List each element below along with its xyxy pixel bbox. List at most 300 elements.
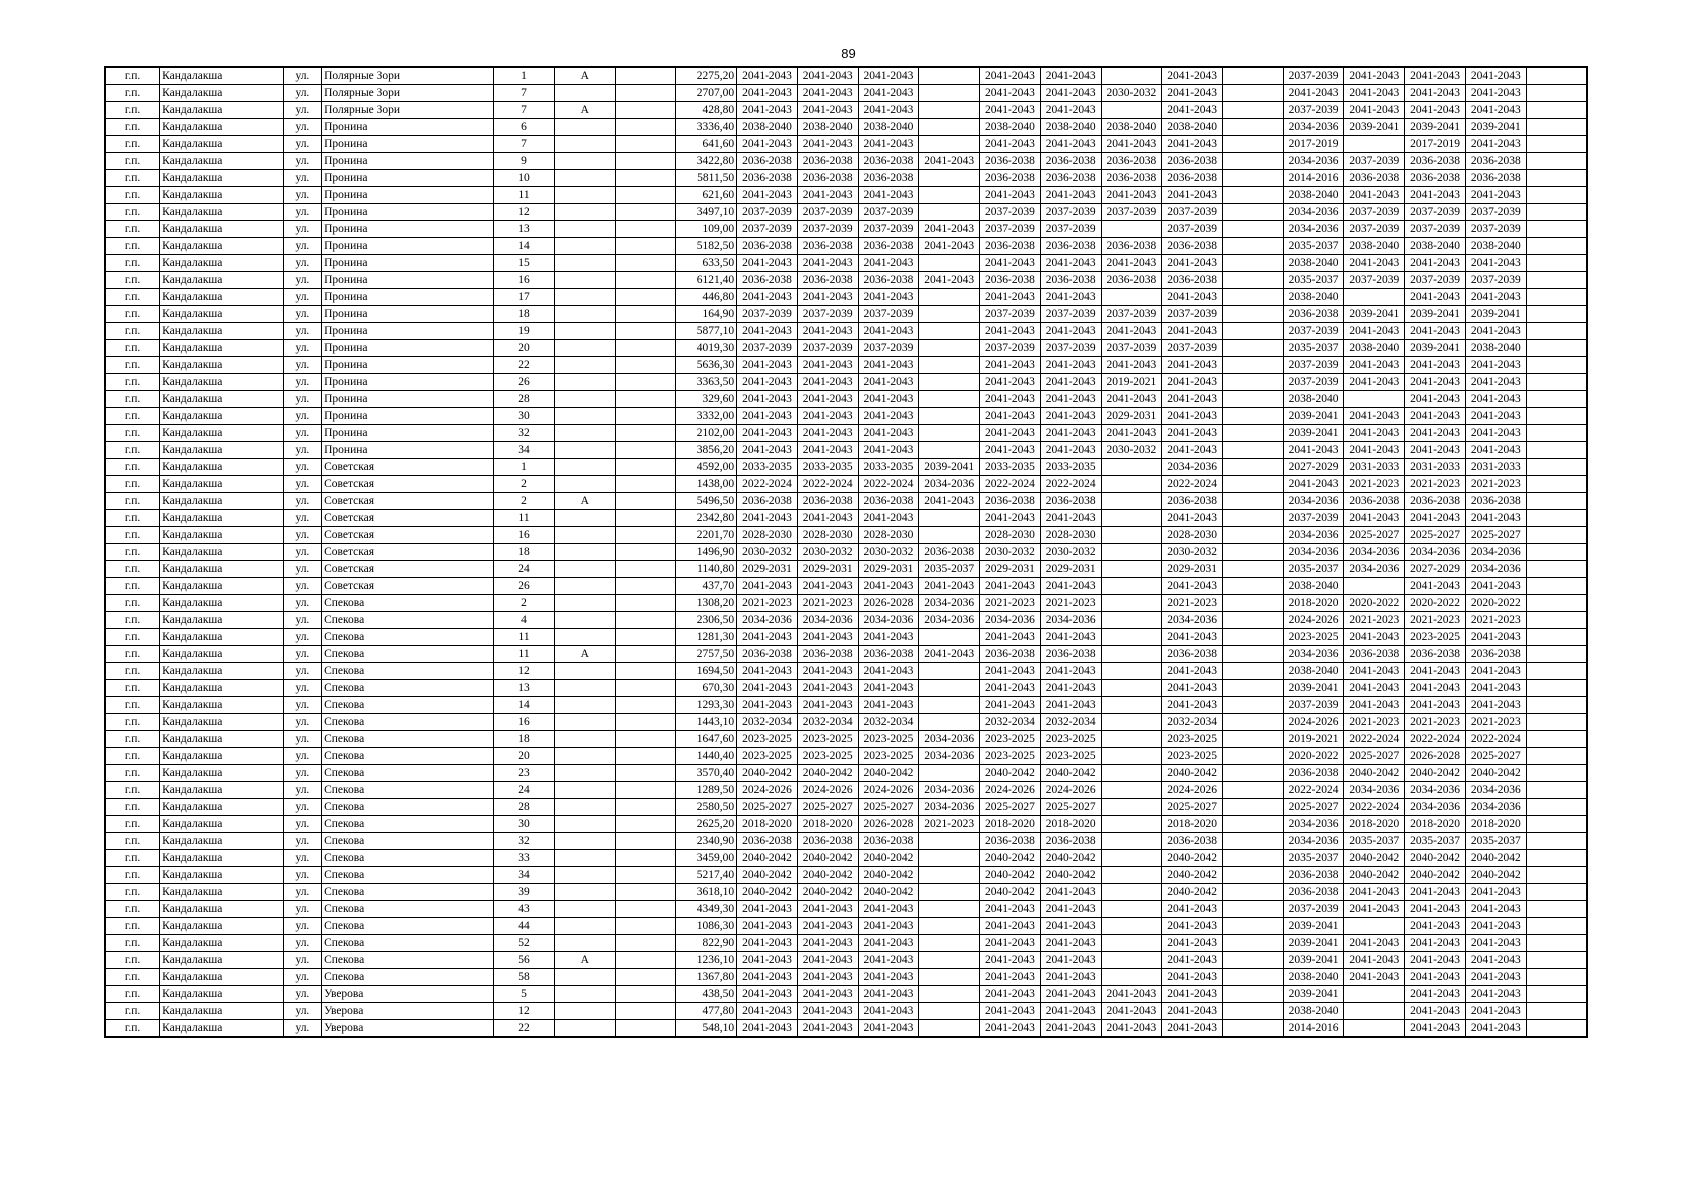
period-cell [1223, 510, 1284, 527]
period-cell: 2040-2042 [858, 850, 919, 867]
period-cell: 2036-2038 [797, 238, 858, 255]
street-name-cell: Пронина [322, 187, 494, 204]
period-cell: 2041-2043 [1283, 476, 1344, 493]
period-cell: 2039-2041 [1283, 680, 1344, 697]
period-cell: 2041-2043 [1465, 67, 1526, 85]
period-cell: 2041-2043 [1040, 323, 1101, 340]
period-cell: 2041-2043 [1344, 629, 1405, 646]
period-cell: 2041-2043 [858, 374, 919, 391]
period-cell [1101, 289, 1162, 306]
period-cell: 2036-2038 [1162, 272, 1223, 289]
street-name-cell: Пронина [322, 255, 494, 272]
street-name-cell: Полярные Зори [322, 102, 494, 119]
period-cell: 2020-2022 [1283, 748, 1344, 765]
period-cell: 2041-2043 [797, 986, 858, 1003]
period-cell [1223, 187, 1284, 204]
period-cell [919, 255, 980, 272]
period-cell: 2041-2043 [1405, 67, 1466, 85]
area-cell: 4592,00 [676, 459, 737, 476]
period-cell: 2041-2043 [1465, 918, 1526, 935]
period-cell: 2041-2043 [980, 289, 1041, 306]
period-cell: 2041-2043 [797, 357, 858, 374]
table-row [105, 748, 1587, 765]
period-cell [1526, 1003, 1587, 1020]
street-type-cell: ул. [283, 102, 321, 119]
settlement-type-cell: г.п. [105, 1020, 160, 1038]
period-cell [1526, 646, 1587, 663]
building-letter-cell [554, 595, 615, 612]
building-letter-cell [554, 935, 615, 952]
street-name-cell: Полярные Зори [322, 85, 494, 102]
period-cell: 2037-2039 [1344, 272, 1405, 289]
period-cell: 2041-2043 [1465, 510, 1526, 527]
period-cell [1344, 391, 1405, 408]
house-number-cell: 13 [494, 680, 555, 697]
settlement-type-cell: г.п. [105, 986, 160, 1003]
settlement-cell: Кандалакша [160, 306, 284, 323]
period-cell: 2041-2043 [737, 136, 798, 153]
period-cell: 2041-2043 [1162, 102, 1223, 119]
period-cell [1526, 527, 1587, 544]
period-cell: 2034-2036 [1465, 544, 1526, 561]
period-cell: 2021-2023 [1344, 612, 1405, 629]
period-cell: 2017-2019 [1283, 136, 1344, 153]
extra-cell [615, 782, 676, 799]
period-cell: 2041-2043 [1162, 323, 1223, 340]
period-cell: 2041-2043 [737, 1020, 798, 1038]
area-cell: 2342,80 [676, 510, 737, 527]
period-cell [1223, 816, 1284, 833]
period-cell: 2036-2038 [858, 272, 919, 289]
period-cell [1526, 612, 1587, 629]
housing-schedule-table [104, 66, 1588, 1038]
house-number-cell: 14 [494, 697, 555, 714]
period-cell [1101, 476, 1162, 493]
house-number-cell: 13 [494, 221, 555, 238]
street-type-cell: ул. [283, 578, 321, 595]
settlement-cell: Кандалакша [160, 782, 284, 799]
extra-cell [615, 221, 676, 238]
extra-cell [615, 136, 676, 153]
period-cell [1101, 884, 1162, 901]
building-letter-cell [554, 918, 615, 935]
settlement-type-cell: г.п. [105, 272, 160, 289]
extra-cell [615, 578, 676, 595]
street-name-cell: Советская [322, 527, 494, 544]
period-cell: 2022-2024 [1162, 476, 1223, 493]
settlement-cell: Кандалакша [160, 187, 284, 204]
period-cell: 2041-2043 [858, 136, 919, 153]
period-cell: 2037-2039 [1283, 510, 1344, 527]
period-cell: 2026-2028 [858, 595, 919, 612]
period-cell: 2041-2043 [919, 153, 980, 170]
house-number-cell: 16 [494, 527, 555, 544]
period-cell: 2036-2038 [1040, 153, 1101, 170]
period-cell: 2041-2043 [858, 918, 919, 935]
period-cell: 2041-2043 [1040, 136, 1101, 153]
period-cell: 2037-2039 [980, 204, 1041, 221]
street-name-cell: Спекова [322, 731, 494, 748]
period-cell: 2041-2043 [1162, 289, 1223, 306]
settlement-type-cell: г.п. [105, 306, 160, 323]
street-name-cell: Пронина [322, 306, 494, 323]
period-cell: 2041-2043 [858, 102, 919, 119]
period-cell [1223, 714, 1284, 731]
period-cell: 2018-2020 [797, 816, 858, 833]
house-number-cell: 32 [494, 833, 555, 850]
period-cell: 2024-2026 [980, 782, 1041, 799]
area-cell: 109,00 [676, 221, 737, 238]
period-cell: 2033-2035 [980, 459, 1041, 476]
area-cell: 438,50 [676, 986, 737, 1003]
settlement-type-cell: г.п. [105, 969, 160, 986]
period-cell: 2028-2030 [980, 527, 1041, 544]
period-cell: 2041-2043 [1162, 357, 1223, 374]
period-cell [919, 340, 980, 357]
period-cell: 2041-2043 [1405, 102, 1466, 119]
period-cell [1223, 612, 1284, 629]
period-cell: 2032-2034 [858, 714, 919, 731]
street-type-cell: ул. [283, 374, 321, 391]
period-cell: 2041-2043 [797, 425, 858, 442]
period-cell [919, 357, 980, 374]
house-number-cell: 1 [494, 459, 555, 476]
period-cell [919, 102, 980, 119]
period-cell: 2041-2043 [1344, 374, 1405, 391]
extra-cell [615, 85, 676, 102]
table-row [105, 782, 1587, 799]
street-name-cell: Пронина [322, 323, 494, 340]
period-cell: 2034-2036 [1405, 799, 1466, 816]
period-cell: 2025-2027 [1465, 527, 1526, 544]
building-letter-cell [554, 901, 615, 918]
period-cell: 2041-2043 [1344, 680, 1405, 697]
period-cell: 2041-2043 [737, 67, 798, 85]
extra-cell [615, 714, 676, 731]
period-cell: 2020-2022 [1465, 595, 1526, 612]
building-letter-cell [554, 561, 615, 578]
period-cell: 2025-2027 [858, 799, 919, 816]
period-cell [1526, 799, 1587, 816]
settlement-type-cell: г.п. [105, 153, 160, 170]
period-cell: 2036-2038 [797, 833, 858, 850]
period-cell: 2038-2040 [1344, 340, 1405, 357]
area-cell: 2340,90 [676, 833, 737, 850]
settlement-cell: Кандалакша [160, 425, 284, 442]
table-row [105, 391, 1587, 408]
period-cell [919, 289, 980, 306]
period-cell: 2041-2043 [1162, 67, 1223, 85]
period-cell: 2041-2043 [1040, 697, 1101, 714]
area-cell: 1440,40 [676, 748, 737, 765]
period-cell: 2036-2038 [797, 646, 858, 663]
area-cell: 633,50 [676, 255, 737, 272]
period-cell: 2041-2043 [1162, 901, 1223, 918]
period-cell: 2036-2038 [1040, 833, 1101, 850]
period-cell: 2037-2039 [858, 306, 919, 323]
house-number-cell: 18 [494, 731, 555, 748]
period-cell: 2028-2030 [1162, 527, 1223, 544]
settlement-cell: Кандалакша [160, 816, 284, 833]
period-cell: 2041-2043 [797, 391, 858, 408]
settlement-type-cell: г.п. [105, 918, 160, 935]
period-cell [1223, 67, 1284, 85]
area-cell: 5877,10 [676, 323, 737, 340]
settlement-cell: Кандалакша [160, 833, 284, 850]
period-cell: 2041-2043 [980, 918, 1041, 935]
house-number-cell: 18 [494, 544, 555, 561]
period-cell: 2041-2043 [1465, 969, 1526, 986]
period-cell: 2021-2023 [1405, 612, 1466, 629]
street-type-cell: ул. [283, 663, 321, 680]
period-cell: 2034-2036 [980, 612, 1041, 629]
street-name-cell: Спекова [322, 697, 494, 714]
period-cell [1526, 136, 1587, 153]
house-number-cell: 28 [494, 799, 555, 816]
period-cell: 2041-2043 [980, 102, 1041, 119]
area-cell: 2580,50 [676, 799, 737, 816]
house-number-cell: 11 [494, 646, 555, 663]
area-cell: 4349,30 [676, 901, 737, 918]
period-cell: 2041-2043 [1405, 510, 1466, 527]
period-cell: 2041-2043 [1101, 986, 1162, 1003]
period-cell: 2036-2038 [737, 272, 798, 289]
house-number-cell: 11 [494, 629, 555, 646]
table-row [105, 425, 1587, 442]
period-cell: 2041-2043 [737, 680, 798, 697]
period-cell [1526, 85, 1587, 102]
period-cell [1223, 884, 1284, 901]
period-cell [1101, 612, 1162, 629]
period-cell: 2041-2043 [1405, 901, 1466, 918]
period-cell: 2037-2039 [1405, 272, 1466, 289]
settlement-type-cell: г.п. [105, 459, 160, 476]
period-cell: 2021-2023 [1344, 714, 1405, 731]
house-number-cell: 18 [494, 306, 555, 323]
period-cell: 2038-2040 [1283, 289, 1344, 306]
street-type-cell: ул. [283, 323, 321, 340]
period-cell: 2040-2042 [1040, 850, 1101, 867]
settlement-cell: Кандалакша [160, 238, 284, 255]
period-cell: 2041-2043 [1162, 187, 1223, 204]
period-cell: 2023-2025 [797, 731, 858, 748]
period-cell: 2041-2043 [737, 697, 798, 714]
house-number-cell: 44 [494, 918, 555, 935]
period-cell: 2041-2043 [1162, 255, 1223, 272]
extra-cell [615, 408, 676, 425]
period-cell: 2023-2025 [980, 748, 1041, 765]
period-cell: 2017-2019 [1405, 136, 1466, 153]
settlement-type-cell: г.п. [105, 646, 160, 663]
area-cell: 3497,10 [676, 204, 737, 221]
extra-cell [615, 102, 676, 119]
period-cell [1526, 493, 1587, 510]
period-cell [919, 697, 980, 714]
period-cell: 2039-2041 [1283, 918, 1344, 935]
period-cell: 2026-2028 [1405, 748, 1466, 765]
period-cell [1223, 748, 1284, 765]
period-cell: 2036-2038 [1040, 272, 1101, 289]
period-cell [1223, 867, 1284, 884]
period-cell: 2041-2043 [737, 357, 798, 374]
period-cell: 2037-2039 [797, 340, 858, 357]
period-cell: 2021-2023 [797, 595, 858, 612]
street-type-cell: ул. [283, 238, 321, 255]
house-number-cell: 15 [494, 255, 555, 272]
settlement-cell: Кандалакша [160, 884, 284, 901]
street-name-cell: Спекова [322, 816, 494, 833]
area-cell: 641,60 [676, 136, 737, 153]
building-letter-cell [554, 578, 615, 595]
settlement-type-cell: г.п. [105, 867, 160, 884]
house-number-cell: 20 [494, 340, 555, 357]
period-cell [1344, 289, 1405, 306]
page-number: 89 [841, 46, 856, 61]
street-name-cell: Пронина [322, 153, 494, 170]
period-cell: 2039-2041 [1465, 119, 1526, 136]
period-cell: 2041-2043 [1344, 510, 1405, 527]
table-row [105, 510, 1587, 527]
period-cell: 2041-2043 [980, 255, 1041, 272]
period-cell: 2041-2043 [1344, 102, 1405, 119]
settlement-type-cell: г.п. [105, 170, 160, 187]
settlement-cell: Кандалакша [160, 391, 284, 408]
house-number-cell: 58 [494, 969, 555, 986]
street-type-cell: ул. [283, 391, 321, 408]
period-cell: 2041-2043 [1465, 357, 1526, 374]
table-row [105, 153, 1587, 170]
period-cell: 2041-2043 [1344, 255, 1405, 272]
area-cell: 5811,50 [676, 170, 737, 187]
table-row [105, 306, 1587, 323]
building-letter-cell [554, 85, 615, 102]
extra-cell [615, 391, 676, 408]
extra-cell [615, 459, 676, 476]
period-cell: 2041-2043 [1405, 697, 1466, 714]
period-cell: 2021-2023 [737, 595, 798, 612]
period-cell: 2038-2040 [1283, 255, 1344, 272]
period-cell: 2024-2026 [858, 782, 919, 799]
area-cell: 3856,20 [676, 442, 737, 459]
period-cell: 2041-2043 [1162, 578, 1223, 595]
extra-cell [615, 697, 676, 714]
settlement-type-cell: г.п. [105, 731, 160, 748]
street-type-cell: ул. [283, 221, 321, 238]
area-cell: 3459,00 [676, 850, 737, 867]
period-cell: 2036-2038 [797, 153, 858, 170]
period-cell: 2034-2036 [1283, 544, 1344, 561]
period-cell: 2041-2043 [1465, 136, 1526, 153]
period-cell [919, 510, 980, 527]
period-cell: 2025-2027 [797, 799, 858, 816]
street-name-cell: Уверова [322, 1003, 494, 1020]
period-cell: 2041-2043 [858, 986, 919, 1003]
house-number-cell: 16 [494, 714, 555, 731]
period-cell: 2036-2038 [1344, 493, 1405, 510]
period-cell: 2038-2040 [1101, 119, 1162, 136]
building-letter-cell [554, 238, 615, 255]
street-type-cell: ул. [283, 680, 321, 697]
house-number-cell: 2 [494, 595, 555, 612]
building-letter-cell [554, 663, 615, 680]
period-cell [1101, 918, 1162, 935]
period-cell: 2021-2023 [919, 816, 980, 833]
area-cell: 6121,40 [676, 272, 737, 289]
extra-cell [615, 901, 676, 918]
area-cell: 2201,70 [676, 527, 737, 544]
extra-cell [615, 748, 676, 765]
period-cell: 2041-2043 [797, 442, 858, 459]
period-cell [1223, 323, 1284, 340]
period-cell: 2037-2039 [1283, 697, 1344, 714]
house-number-cell: 43 [494, 901, 555, 918]
period-cell [1526, 255, 1587, 272]
area-cell: 1281,30 [676, 629, 737, 646]
period-cell: 2041-2043 [737, 578, 798, 595]
building-letter-cell [554, 629, 615, 646]
period-cell: 2022-2024 [1040, 476, 1101, 493]
house-number-cell: 22 [494, 1020, 555, 1038]
period-cell: 2036-2038 [1101, 238, 1162, 255]
period-cell: 2040-2042 [737, 765, 798, 782]
period-cell [1526, 119, 1587, 136]
house-number-cell: 34 [494, 867, 555, 884]
period-cell: 2041-2043 [1101, 323, 1162, 340]
period-cell: 2028-2030 [737, 527, 798, 544]
extra-cell [615, 357, 676, 374]
period-cell: 2041-2043 [1405, 391, 1466, 408]
period-cell: 2041-2043 [1101, 425, 1162, 442]
settlement-cell: Кандалакша [160, 697, 284, 714]
period-cell: 2036-2038 [980, 833, 1041, 850]
period-cell [1526, 731, 1587, 748]
house-number-cell: 24 [494, 782, 555, 799]
extra-cell [615, 544, 676, 561]
table-row [105, 714, 1587, 731]
period-cell: 2036-2038 [858, 833, 919, 850]
street-name-cell: Пронина [322, 136, 494, 153]
settlement-cell: Кандалакша [160, 714, 284, 731]
period-cell: 2041-2043 [1162, 374, 1223, 391]
period-cell: 2041-2043 [1465, 629, 1526, 646]
extra-cell [615, 595, 676, 612]
area-cell: 2306,50 [676, 612, 737, 629]
period-cell: 2036-2038 [1405, 493, 1466, 510]
settlement-type-cell: г.п. [105, 612, 160, 629]
period-cell: 2025-2027 [1162, 799, 1223, 816]
period-cell: 2041-2043 [1465, 901, 1526, 918]
period-cell [1223, 680, 1284, 697]
table-row [105, 493, 1587, 510]
area-cell: 4019,30 [676, 340, 737, 357]
period-cell: 2041-2043 [1405, 884, 1466, 901]
building-letter-cell [554, 459, 615, 476]
table-row [105, 527, 1587, 544]
table-row [105, 221, 1587, 238]
area-cell: 1647,60 [676, 731, 737, 748]
period-cell: 2018-2020 [980, 816, 1041, 833]
period-cell: 2041-2043 [1040, 680, 1101, 697]
street-name-cell: Спекова [322, 833, 494, 850]
period-cell: 2041-2043 [1162, 391, 1223, 408]
extra-cell [615, 663, 676, 680]
period-cell: 2036-2038 [737, 833, 798, 850]
period-cell [1526, 952, 1587, 969]
settlement-type-cell: г.п. [105, 476, 160, 493]
period-cell: 2041-2043 [858, 391, 919, 408]
extra-cell [615, 1003, 676, 1020]
period-cell: 2041-2043 [1405, 425, 1466, 442]
